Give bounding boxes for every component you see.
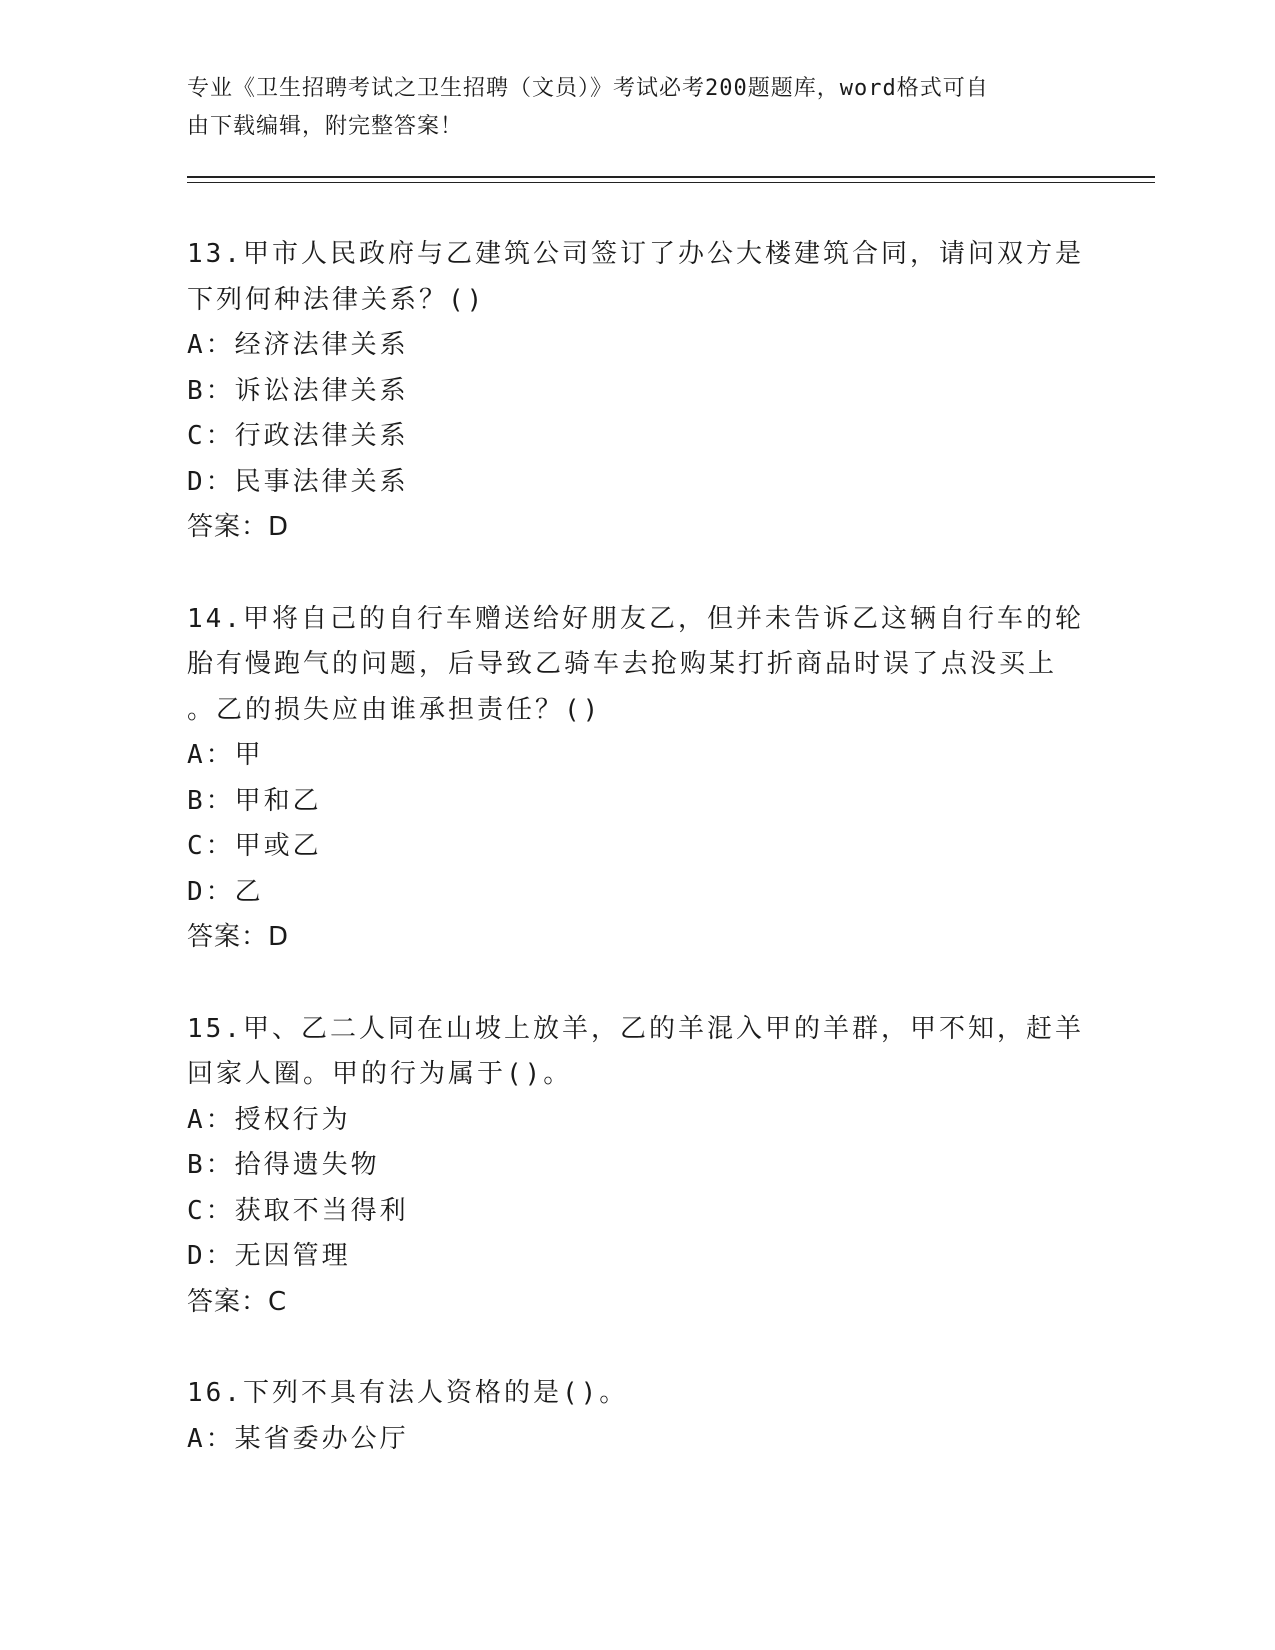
question-text-line: 16.下列不具有法人资格的是()。 <box>187 1378 629 1408</box>
question-list <box>187 232 1087 1508</box>
header-divider-thin <box>187 182 1155 183</box>
answer-label: 答案：D <box>187 922 290 952</box>
question-text-line: 14.甲将自己的自行车赠送给好朋友乙，但并未告诉乙这辆自行车的轮 <box>187 603 1084 634</box>
question-15 <box>187 1007 1087 1326</box>
option-d: D：民事法律关系 <box>187 466 409 497</box>
question-13 <box>187 232 1087 551</box>
option-c: C：行政法律关系 <box>187 421 409 451</box>
header-divider-thick <box>187 176 1155 178</box>
option-c: C：甲或乙 <box>187 831 322 861</box>
question-text-line: 。乙的损失应由谁承担责任？() <box>187 694 602 725</box>
option-c: C：获取不当得利 <box>187 1195 409 1226</box>
answer-label: 答案：D <box>187 512 290 542</box>
question-16 <box>187 1371 1087 1462</box>
option-b: B：甲和乙 <box>187 785 322 816</box>
question-text-line: 15.甲、乙二人同在山坡上放羊，乙的羊混入甲的羊群，甲不知，赶羊 <box>187 1013 1084 1044</box>
option-a: A：甲 <box>187 740 264 770</box>
header-line-1: 专业《卫生招聘考试之卫生招聘（文员）》考试必考200题题库，word格式可自 <box>187 76 989 101</box>
question-text-line: 13.甲市人民政府与乙建筑公司签订了办公大楼建筑合同，请问双方是 <box>187 239 1084 269</box>
answer-label: 答案：C <box>187 1286 288 1317</box>
document-header <box>187 70 1087 146</box>
option-a: A：某省委办公厅 <box>187 1423 409 1454</box>
option-d: D：乙 <box>187 876 264 907</box>
question-text-line: 回家人圈。甲的行为属于()。 <box>187 1059 573 1089</box>
option-a: A：经济法律关系 <box>187 330 409 360</box>
header-line-2: 由下载编辑，附完整答案！ <box>187 114 464 139</box>
option-b: B：诉讼法律关系 <box>187 375 409 406</box>
option-b: B：拾得遗失物 <box>187 1150 380 1180</box>
question-14 <box>187 597 1087 961</box>
option-d: D：无因管理 <box>187 1241 351 1271</box>
question-text-line: 下列何种法律关系？() <box>187 284 486 315</box>
option-a: A：授权行为 <box>187 1104 351 1135</box>
question-text-line: 胎有慢跑气的问题，后导致乙骑车去抢购某打折商品时误了点没买上 <box>187 649 1058 679</box>
